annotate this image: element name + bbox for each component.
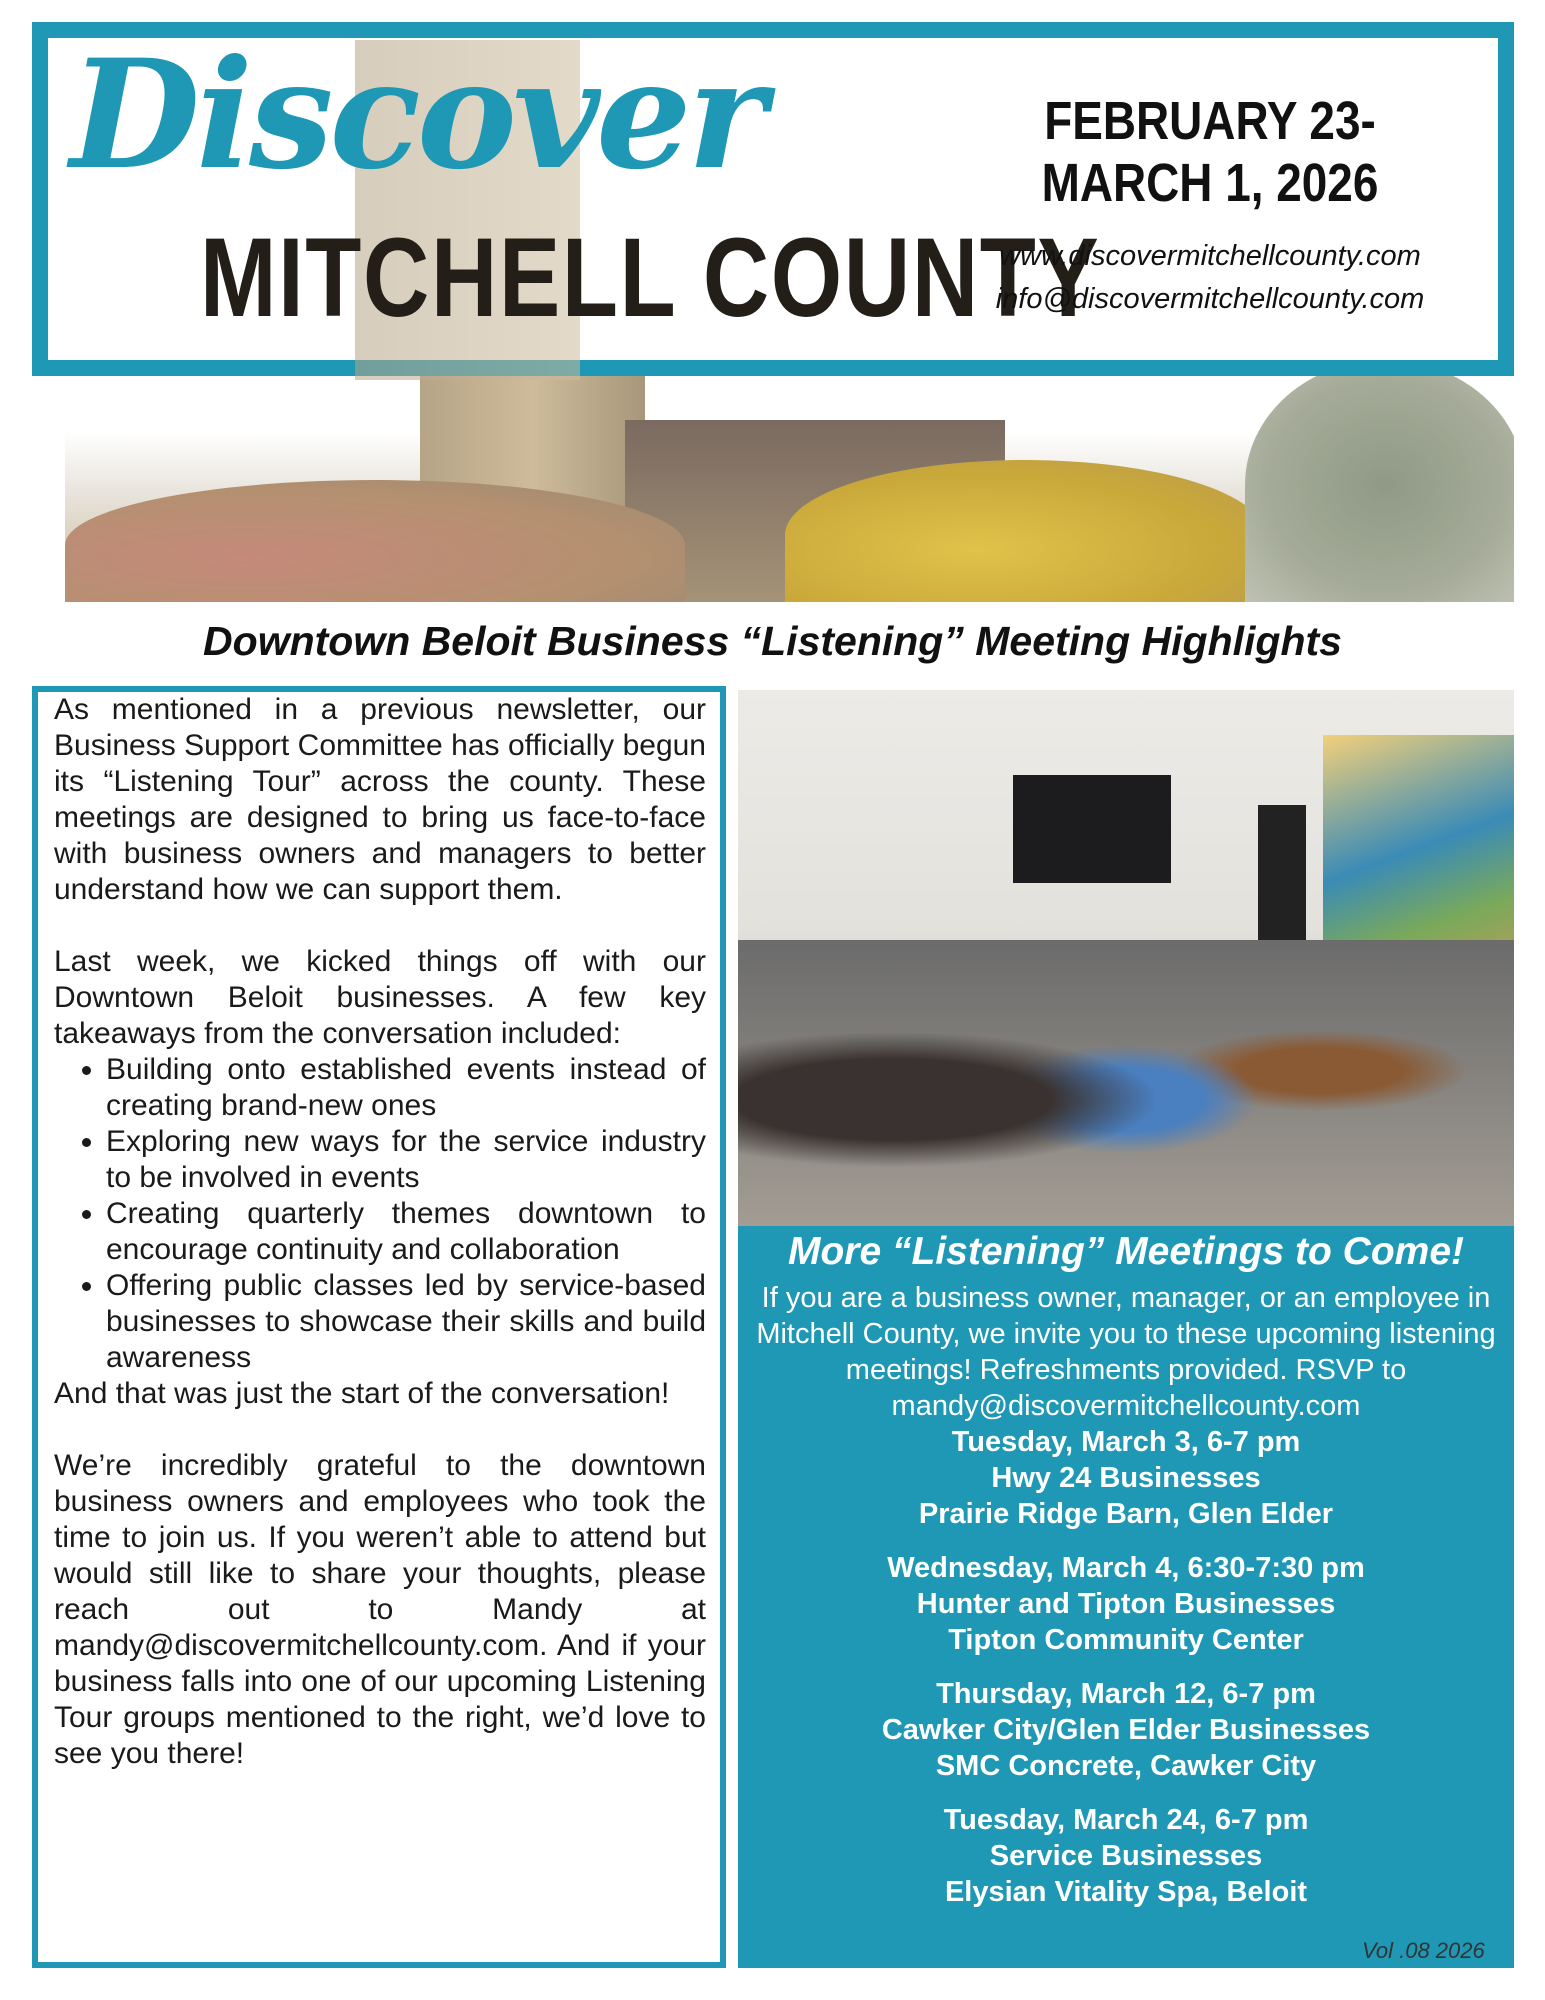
event-group: Hwy 24 Businesses [991,1462,1261,1494]
upcoming-title: More “Listening” Meetings to Come! [787,1230,1465,1273]
event-item [738,1550,1514,1658]
event-location: Tipton Community Center [948,1624,1304,1656]
article-body [32,686,726,1968]
event-date: Wednesday, March 4, 6:30-7:30 pm [887,1552,1365,1584]
event-date: Tuesday, March 24, 6-7 pm [943,1804,1309,1836]
article-headline: Downtown Beloit Business “Listening” Meeting Highlights [203,618,1342,664]
contact-info [930,235,1490,321]
logo-mitchell-county: MITCHELL COUNTY [200,215,1101,340]
date-line-2: MARCH 1, 2026 [1041,153,1379,213]
event-group: Service Businesses [989,1840,1263,1872]
paragraph-intro: As mentioned in a previous newsletter, our Business Support Committee has officially begun its “Listening Tour” across the county. These meetings are designed to bring us face-to-face with business owners and managers to better understand how we can support them. [54,693,706,906]
event-group: Hunter and Tipton Businesses [916,1588,1336,1620]
event-item [738,1802,1514,1910]
paragraph-start: And that was just the start of the conversation! [54,1377,670,1410]
event-location: Prairie Ridge Barn, Glen Elder [918,1498,1334,1530]
event-group: Cawker City/Glen Elder Businesses [881,1714,1371,1746]
paragraph-thanks: We’re incredibly grateful to the downtown business owners and employees who took the time to join us. If you weren’t able to attend but would still like to share your thoughts, please reach out to Mandy at mandy@discovermitchellcounty.com. And if your business falls into one of our upcoming Listening Tour groups mentioned to the right, we’d love to see you there! [54,1449,706,1770]
website-link[interactable]: www.discovermitchellcounty.com [999,240,1421,272]
event-item [738,1676,1514,1784]
list-item: • Building onto established events instead of creating brand-new ones [106,1052,706,1124]
takeaways-list [106,1052,706,1376]
list-item: • Creating quarterly themes downtown to encourage continuity and collaboration [106,1196,706,1268]
paragraph-kickoff: Last week, we kicked things off with our Downtown Beloit businesses. A few key takeaways from the conversation included: [54,945,706,1050]
event-date: Tuesday, March 3, 6-7 pm [951,1426,1301,1458]
courthouse-banner-image [65,360,1514,602]
date-line-1: FEBRUARY 23- [1044,91,1376,151]
upcoming-meetings-panel [738,1226,1514,1968]
meeting-photo [738,690,1514,1226]
list-item: • Exploring new ways for the service industry to be involved in events [106,1124,706,1196]
volume-label: Vol .08 2026 [1362,1938,1485,1963]
event-date: Thursday, March 12, 6-7 pm [936,1678,1316,1710]
email-link[interactable]: info@discovermitchellcounty.com [995,283,1425,315]
event-location: SMC Concrete, Cawker City [935,1750,1317,1782]
list-item: • Offering public classes led by service-based businesses to showcase their skills and build awareness [106,1268,706,1376]
event-item [738,1424,1514,1532]
upcoming-intro: If you are a business owner, manager, or an employee in Mitchell County, we invite you to these upcoming listening meetings! Refreshments provided. RSVP to mandy@discovermitchellcounty.com [756,1282,1496,1422]
issue-dates [1032,90,1389,214]
event-location: Elysian Vitality Spa, Beloit [944,1876,1308,1908]
logo-discover: Discover [70,27,763,203]
